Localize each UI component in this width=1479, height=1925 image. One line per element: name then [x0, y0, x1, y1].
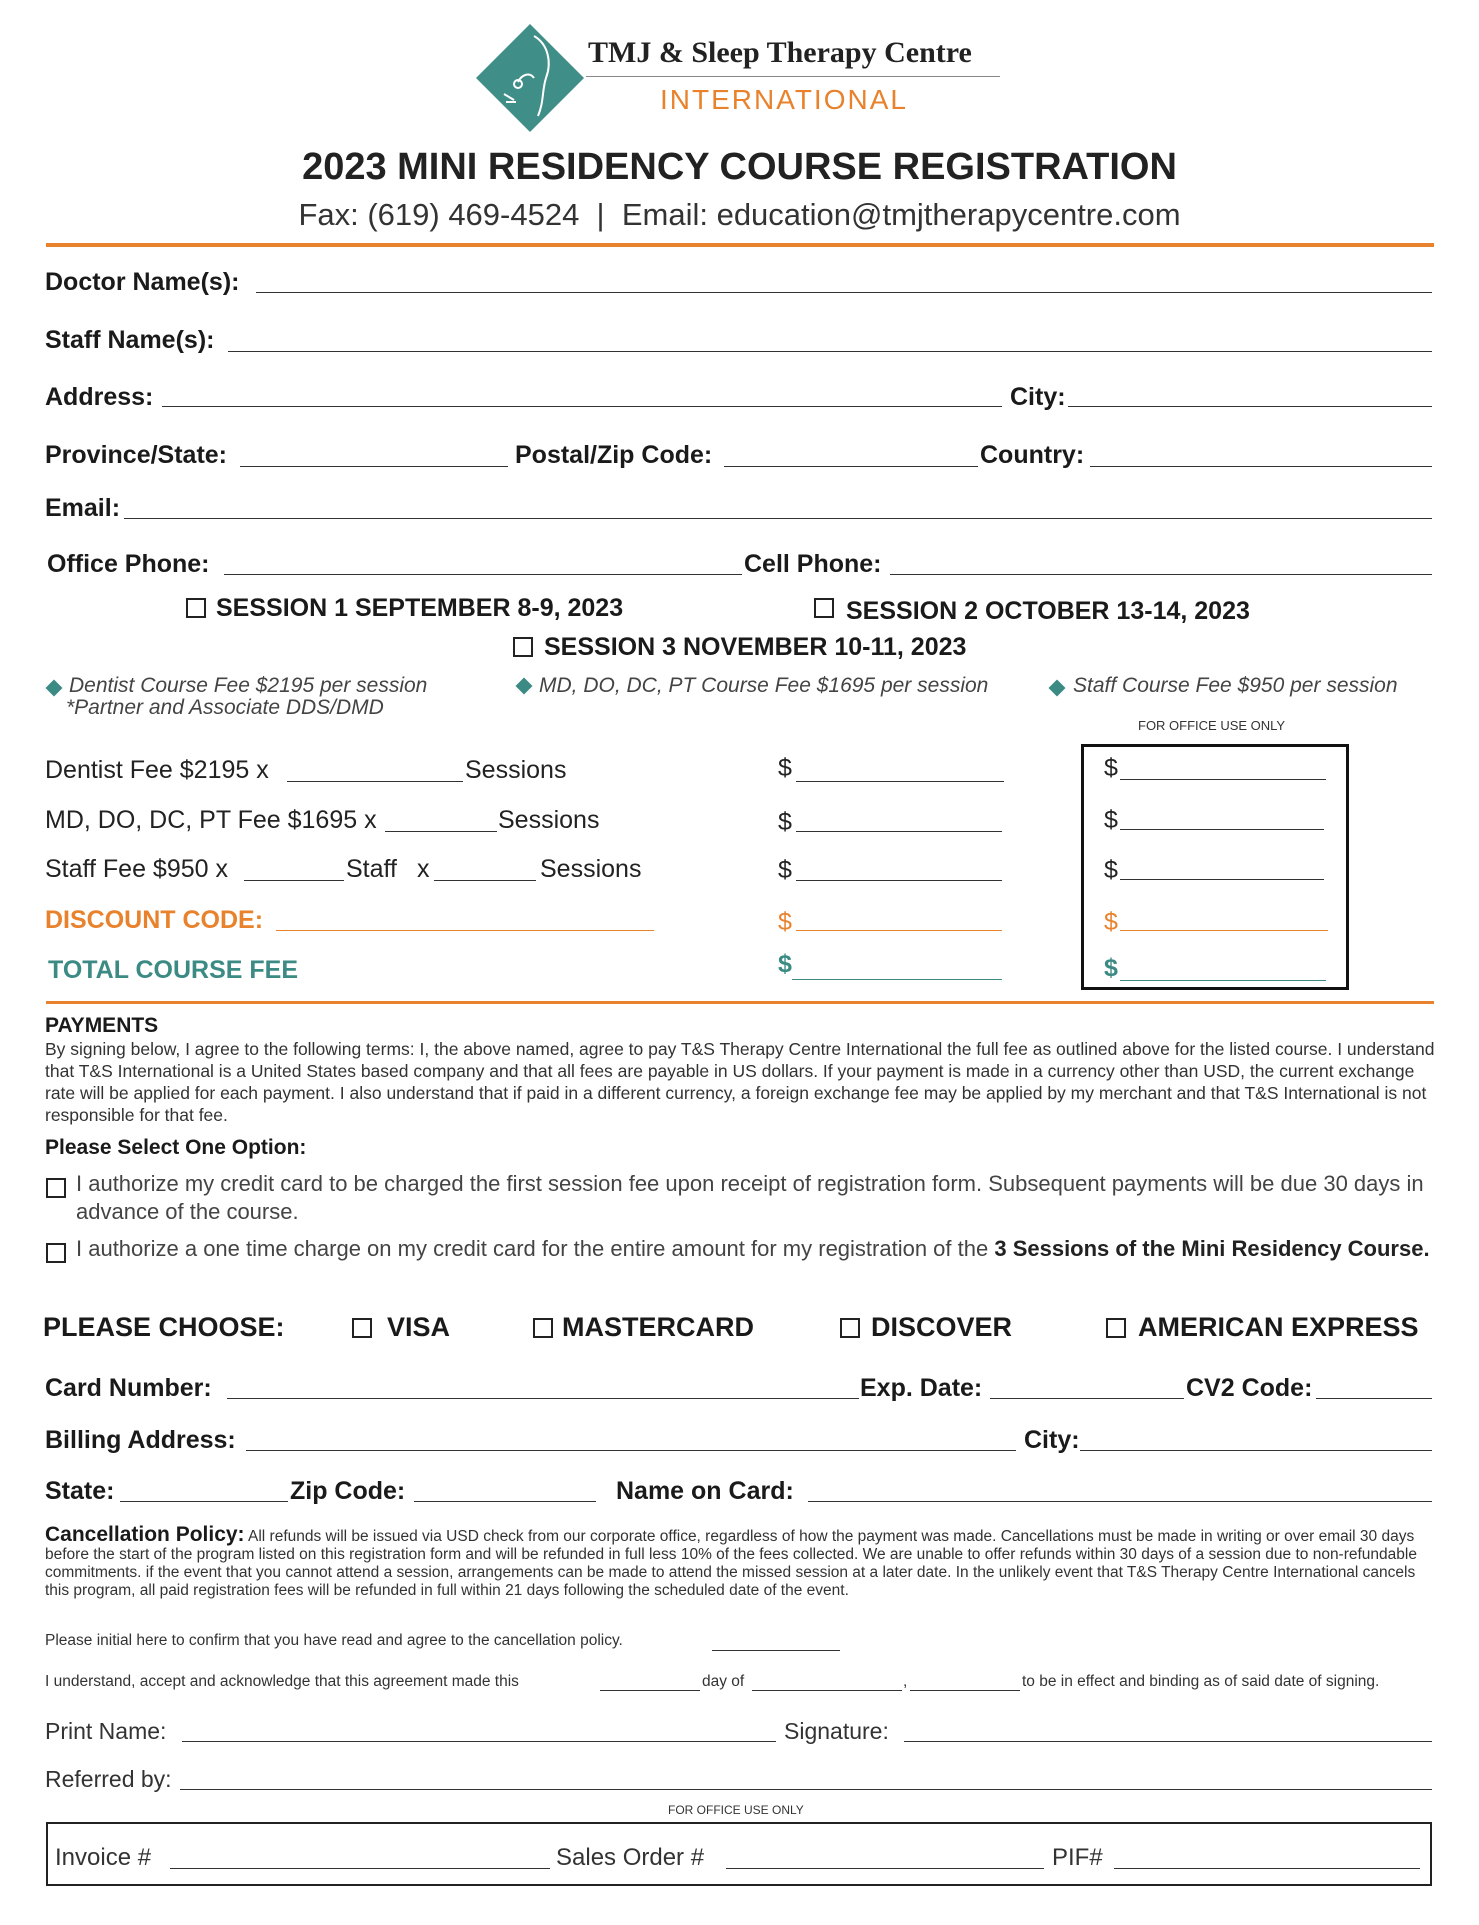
referred-by-label: Referred by: — [45, 1766, 172, 1792]
discount-code-field[interactable] — [276, 930, 654, 931]
visa-checkbox[interactable] — [352, 1318, 372, 1338]
session-3-label: SESSION 3 NOVEMBER 10-11, 2023 — [544, 633, 967, 661]
card-number-field[interactable] — [227, 1398, 859, 1399]
visa-label: VISA — [387, 1312, 451, 1342]
option-2-label — [76, 1235, 1434, 1263]
print-name-label: Print Name: — [45, 1718, 167, 1744]
office-use-label: FOR OFFICE USE ONLY — [1138, 718, 1286, 733]
fee-divider — [46, 1001, 1434, 1004]
signature-label: Signature: — [784, 1718, 889, 1744]
session-3-checkbox[interactable] — [513, 637, 533, 657]
cell-phone-label: Cell Phone: — [744, 550, 882, 578]
session-1-label: SESSION 1 SEPTEMBER 8-9, 2023 — [216, 594, 624, 622]
agree-text-d: to be in effect and binding as of said date of signing. — [1022, 1673, 1380, 1690]
dollar-sign: $ — [778, 950, 792, 978]
office-staff-amount-field[interactable] — [1120, 879, 1324, 880]
staff-name-field[interactable] — [228, 351, 1432, 352]
office-use-box — [1081, 744, 1349, 990]
discover-label: DISCOVER — [871, 1312, 1013, 1342]
cell-phone-field[interactable] — [890, 574, 1432, 575]
mastercard-label: MASTERCARD — [562, 1312, 754, 1342]
md-fee-note: MD, DO, DC, PT Course Fee $1695 per session — [539, 674, 989, 697]
dollar-sign: $ — [1104, 954, 1118, 982]
session-2-label: SESSION 2 OCTOBER 13-14, 2023 — [846, 597, 1250, 625]
signature-field[interactable] — [904, 1741, 1432, 1742]
logo-name: TMJ & Sleep Therapy Centre — [588, 36, 972, 69]
option-2-emphasis: 3 Sessions of the Mini Residency Course. — [994, 1236, 1430, 1261]
option-2-text: I authorize a one time charge on my credit card for the entire amount for my registration of the — [76, 1236, 995, 1261]
agree-day-field[interactable] — [600, 1690, 700, 1691]
times-label: x — [417, 855, 430, 883]
print-name-field[interactable] — [182, 1741, 776, 1742]
dollar-sign: $ — [778, 856, 792, 884]
sales-order-label: Sales Order # — [556, 1844, 705, 1871]
city-label: City: — [1010, 383, 1066, 411]
pif-label: PIF# — [1052, 1844, 1103, 1871]
exp-date-field[interactable] — [990, 1398, 1184, 1399]
office-md-amount-field[interactable] — [1120, 829, 1324, 830]
cancellation-policy — [45, 1523, 1437, 1600]
select-option-heading: Please Select One Option: — [45, 1136, 307, 1159]
doctor-name-label: Doctor Name(s): — [45, 268, 240, 296]
md-fee-label: MD, DO, DC, PT Fee $1695 x — [45, 806, 377, 834]
discount-amount-field[interactable] — [796, 930, 1002, 931]
session-2-checkbox[interactable] — [814, 598, 834, 618]
dollar-sign: $ — [1104, 754, 1118, 782]
sessions-label: Sessions — [465, 756, 567, 784]
office-phone-field[interactable] — [224, 574, 742, 575]
logo — [474, 22, 1014, 134]
initial-label: Please initial here to confirm that you have read and agree to the cancellation policy. — [45, 1632, 623, 1649]
page-title: 2023 MINI RESIDENCY COURSE REGISTRATION — [302, 146, 1177, 188]
sales-order-field[interactable] — [726, 1868, 1044, 1869]
diamond-icon — [516, 678, 533, 695]
staff-sessions-field[interactable] — [434, 880, 536, 881]
state-label: State: — [45, 1477, 115, 1505]
exp-date-label: Exp. Date: — [860, 1374, 983, 1402]
name-on-card-field[interactable] — [808, 1501, 1432, 1502]
please-choose-label: PLEASE CHOOSE: — [43, 1312, 285, 1342]
billing-city-label: City: — [1024, 1426, 1080, 1454]
billing-address-field[interactable] — [246, 1450, 1016, 1451]
option-1-checkbox[interactable] — [46, 1178, 66, 1198]
province-field[interactable] — [240, 466, 508, 467]
discover-checkbox[interactable] — [840, 1318, 860, 1338]
dollar-sign: $ — [1104, 908, 1118, 936]
agree-text-b: day of — [702, 1673, 745, 1690]
dollar-sign: $ — [778, 908, 792, 936]
payments-text: By signing below, I agree to the following terms: I, the above named, agree to pay T&S Therapy Centre International the full fee as outlined above for the listed course. I understand that T&S International is a United States based company and that all fees are payable in US dollars. If your payment is made in a currency other than USD, the current exchange rate will be applied for each payment. I also understand that if paid in a different currency, a foreign exchange fee may be applied by my merchant and that T&S International is not responsible for that fee. — [45, 1039, 1435, 1125]
doctor-name-field[interactable] — [256, 292, 1432, 293]
invoice-label: Invoice # — [55, 1844, 152, 1871]
staff-fee-note: Staff Course Fee $950 per session — [1073, 674, 1398, 697]
staff-label: Staff — [346, 855, 397, 883]
agree-text-a: I understand, accept and acknowledge that this agreement made this — [45, 1673, 519, 1690]
sessions-label: Sessions — [498, 806, 600, 834]
dollar-sign: $ — [778, 754, 792, 782]
staff-count-field[interactable] — [244, 880, 344, 881]
dentist-fee-note: Dentist Course Fee $2195 per session — [69, 674, 428, 697]
md-amount-field[interactable] — [796, 831, 1002, 832]
cv2-label: CV2 Code: — [1186, 1374, 1313, 1402]
discount-code-label: DISCOUNT CODE: — [45, 906, 264, 934]
city-field[interactable] — [1068, 406, 1432, 407]
total-fee-label: TOTAL COURSE FEE — [48, 956, 299, 984]
postal-label: Postal/Zip Code: — [515, 441, 713, 469]
staff-amount-field[interactable] — [796, 880, 1002, 881]
dentist-sessions-field[interactable] — [287, 781, 463, 782]
email-field[interactable] — [124, 518, 1432, 519]
dollar-sign: $ — [1104, 806, 1118, 834]
dentist-fee-label: Dentist Fee $2195 x — [45, 756, 269, 784]
cv2-field[interactable] — [1316, 1398, 1432, 1399]
staff-name-label: Staff Name(s): — [45, 326, 215, 354]
office-discount-amount-field[interactable] — [1120, 930, 1328, 931]
office-use-label-bottom: FOR OFFICE USE ONLY — [668, 1803, 804, 1817]
agree-year-field[interactable] — [910, 1690, 1020, 1691]
logo-subtitle: INTERNATIONAL — [660, 84, 908, 115]
option-1-label: I authorize my credit card to be charged the first session fee upon receipt of registration form. Subsequent payments will be due 30 days in advance of the course. — [76, 1171, 1424, 1224]
dentist-amount-field[interactable] — [796, 781, 1004, 782]
zip-code-label: Zip Code: — [290, 1477, 406, 1505]
cancellation-text: All refunds will be issued via USD check from our corporate office, regardless of how the payment was made. Cancellations must be made in writing or over email 30 days before the start of the program listed on this registration form and will be refunded in full less 10% of the fees collected. We are unable to offer refunds within 30 days of a session due to non-refundable commitments. if the event that you cannot attend a session, arrangements can be made to attend the missed session at a later date. In the unlikely event that T&S Therapy Centre International cancels this program, all paid registration fees will be refunded in full within 21 days following the scheduled date of the event. — [45, 1528, 1417, 1599]
postal-field[interactable] — [724, 466, 978, 467]
session-1-checkbox[interactable] — [186, 598, 206, 618]
card-number-label: Card Number: — [45, 1374, 212, 1402]
office-use-box-bottom — [46, 1822, 1432, 1886]
option-2-checkbox[interactable] — [46, 1243, 66, 1263]
pif-field[interactable] — [1114, 1868, 1420, 1869]
name-on-card-label: Name on Card: — [616, 1477, 794, 1505]
address-field[interactable] — [162, 406, 1002, 407]
contact-line: Fax: (619) 469-4524 | Email: education@tmjtherapycentre.com — [298, 197, 1181, 232]
md-sessions-field[interactable] — [385, 831, 497, 832]
referred-by-field[interactable] — [180, 1789, 1432, 1790]
total-amount-field[interactable] — [792, 979, 1002, 980]
billing-address-label: Billing Address: — [45, 1426, 236, 1454]
office-total-amount-field[interactable] — [1120, 980, 1326, 981]
zip-code-field[interactable] — [414, 1501, 596, 1502]
agree-month-field[interactable] — [752, 1690, 902, 1691]
state-field[interactable] — [120, 1501, 288, 1502]
email-label: Email: — [45, 494, 121, 522]
agree-text-c: , — [903, 1673, 908, 1690]
office-phone-label: Office Phone: — [47, 550, 210, 578]
logo-mark-icon — [474, 22, 586, 134]
diamond-icon — [46, 680, 63, 697]
dentist-fee-note-2: *Partner and Associate DDS/DMD — [66, 696, 384, 719]
amex-checkbox[interactable] — [1106, 1318, 1126, 1338]
header-divider — [46, 243, 1434, 247]
country-label: Country: — [980, 441, 1085, 469]
staff-fee-label: Staff Fee $950 x — [45, 855, 228, 883]
cancellation-heading: Cancellation Policy: — [45, 1523, 245, 1546]
sessions-label: Sessions — [540, 855, 642, 883]
diamond-icon — [1049, 680, 1066, 697]
initial-field[interactable] — [712, 1650, 840, 1651]
address-label: Address: — [45, 383, 154, 411]
mastercard-checkbox[interactable] — [533, 1318, 553, 1338]
dollar-sign: $ — [778, 808, 792, 836]
office-dentist-amount-field[interactable] — [1120, 779, 1326, 780]
country-field[interactable] — [1090, 466, 1432, 467]
dollar-sign: $ — [1104, 856, 1118, 884]
amex-label: AMERICAN EXPRESS — [1138, 1312, 1419, 1342]
logo-divider — [586, 76, 1000, 77]
invoice-field[interactable] — [170, 1868, 550, 1869]
province-label: Province/State: — [45, 441, 228, 469]
billing-city-field[interactable] — [1080, 1450, 1432, 1451]
payments-heading: PAYMENTS — [45, 1014, 159, 1037]
